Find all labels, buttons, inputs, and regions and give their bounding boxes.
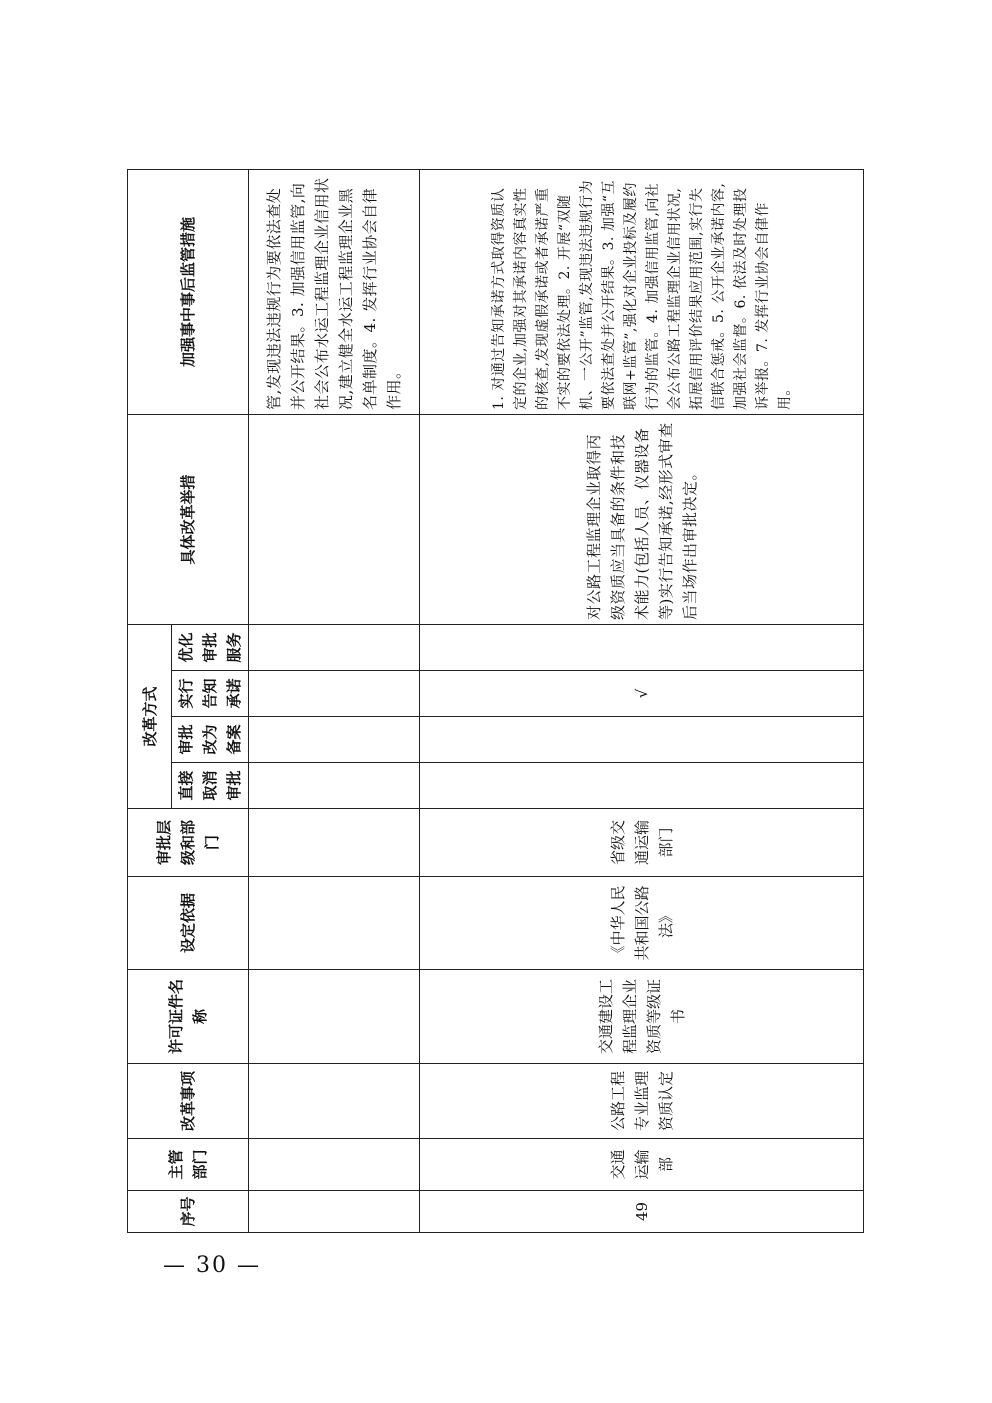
- cell-empty: [249, 809, 420, 877]
- header-mode-optimize: 优化审批服务: [172, 624, 249, 670]
- cell-mode-record: [420, 717, 864, 763]
- cell-empty: [249, 414, 420, 624]
- cell-empty: [249, 1191, 420, 1233]
- reform-table: [127, 169, 864, 1233]
- cell-level: 省级交通运输部门: [420, 809, 864, 877]
- cell-supervision: 1. 对通过告知承诺方式取得资质认定的企业,加强对其承诺内容真实性的核查,发现虚假承诺或者承诺严重不实的要依法处理。2. 开展“双随机、一公开”监管,发现违法违规行为要依法查处并公开结果。3. 加强“互联网+监管”,强化对企业投标及履约行为的监管。4. 加强信用监管,向社会公布公路工程监理企业信用状况,拓展信用评价结果应用范围,实行失信联合惩戒。5. 公开企业承诺内容,加强社会监督。6. 依法及时处理投诉举报。7. 发挥行业协会自律作用。: [420, 169, 864, 414]
- rotated-table-page: [127, 170, 864, 1233]
- header-mode-group: 改革方式: [128, 624, 172, 808]
- header-measures: 具体改革举措: [128, 414, 249, 624]
- header-item: 改革事项: [128, 1064, 249, 1139]
- header-row-1: [128, 169, 172, 1232]
- cell-empty: [249, 671, 420, 717]
- cell-basis: 《中华人民共和国公路法》: [420, 877, 864, 970]
- cell-empty: [249, 624, 420, 670]
- header-dept: 主管部门: [128, 1139, 249, 1191]
- cell-empty: [249, 717, 420, 763]
- header-level: 审批层级和部门: [128, 809, 249, 877]
- cell-empty: [249, 763, 420, 809]
- header-supervision: 加强事中事后监管措施: [128, 169, 249, 414]
- header-license: 许可证件名称: [128, 970, 249, 1064]
- cell-empty: [249, 970, 420, 1064]
- cell-license: 交通建设工程监理企业资质等级证书: [420, 970, 864, 1064]
- header-mode-cancel: 直接取消审批: [172, 763, 249, 809]
- table-row-continued: [249, 169, 420, 1232]
- cell-empty: [249, 1064, 420, 1139]
- cell-mode-optimize: [420, 624, 864, 670]
- header-mode-record: 审批改为备案: [172, 717, 249, 763]
- cell-dept: 交通运输部: [420, 1139, 864, 1191]
- header-basis: 设定依据: [128, 877, 249, 970]
- cell-empty: [249, 877, 420, 970]
- cell-mode-promise: √: [420, 671, 864, 717]
- cell-seq: 49: [420, 1191, 864, 1233]
- cell-item: 公路工程专业监理资质认定: [420, 1064, 864, 1139]
- header-seq: 序号: [128, 1191, 249, 1233]
- table-row: [420, 169, 864, 1232]
- cell-empty: [249, 1139, 420, 1191]
- cell-measures: 对公路工程监理企业取得丙级资质应当具备的条件和技术能力(包括人员、仪器设备等)实行告知承诺,经形式审查后当场作出审批决定。: [420, 414, 864, 624]
- cell-mode-cancel: [420, 763, 864, 809]
- cell-supervision-continued: 管,发现违法违规行为要依法查处并公开结果。3. 加强信用监管,向社会公布水运工程监理企业信用状况,建立健全水运工程监理企业黑名单制度。4. 发挥行业协会自律作用。: [249, 169, 420, 414]
- page-number: — 30 —: [163, 1253, 261, 1278]
- header-mode-promise: 实行告知承诺: [172, 671, 249, 717]
